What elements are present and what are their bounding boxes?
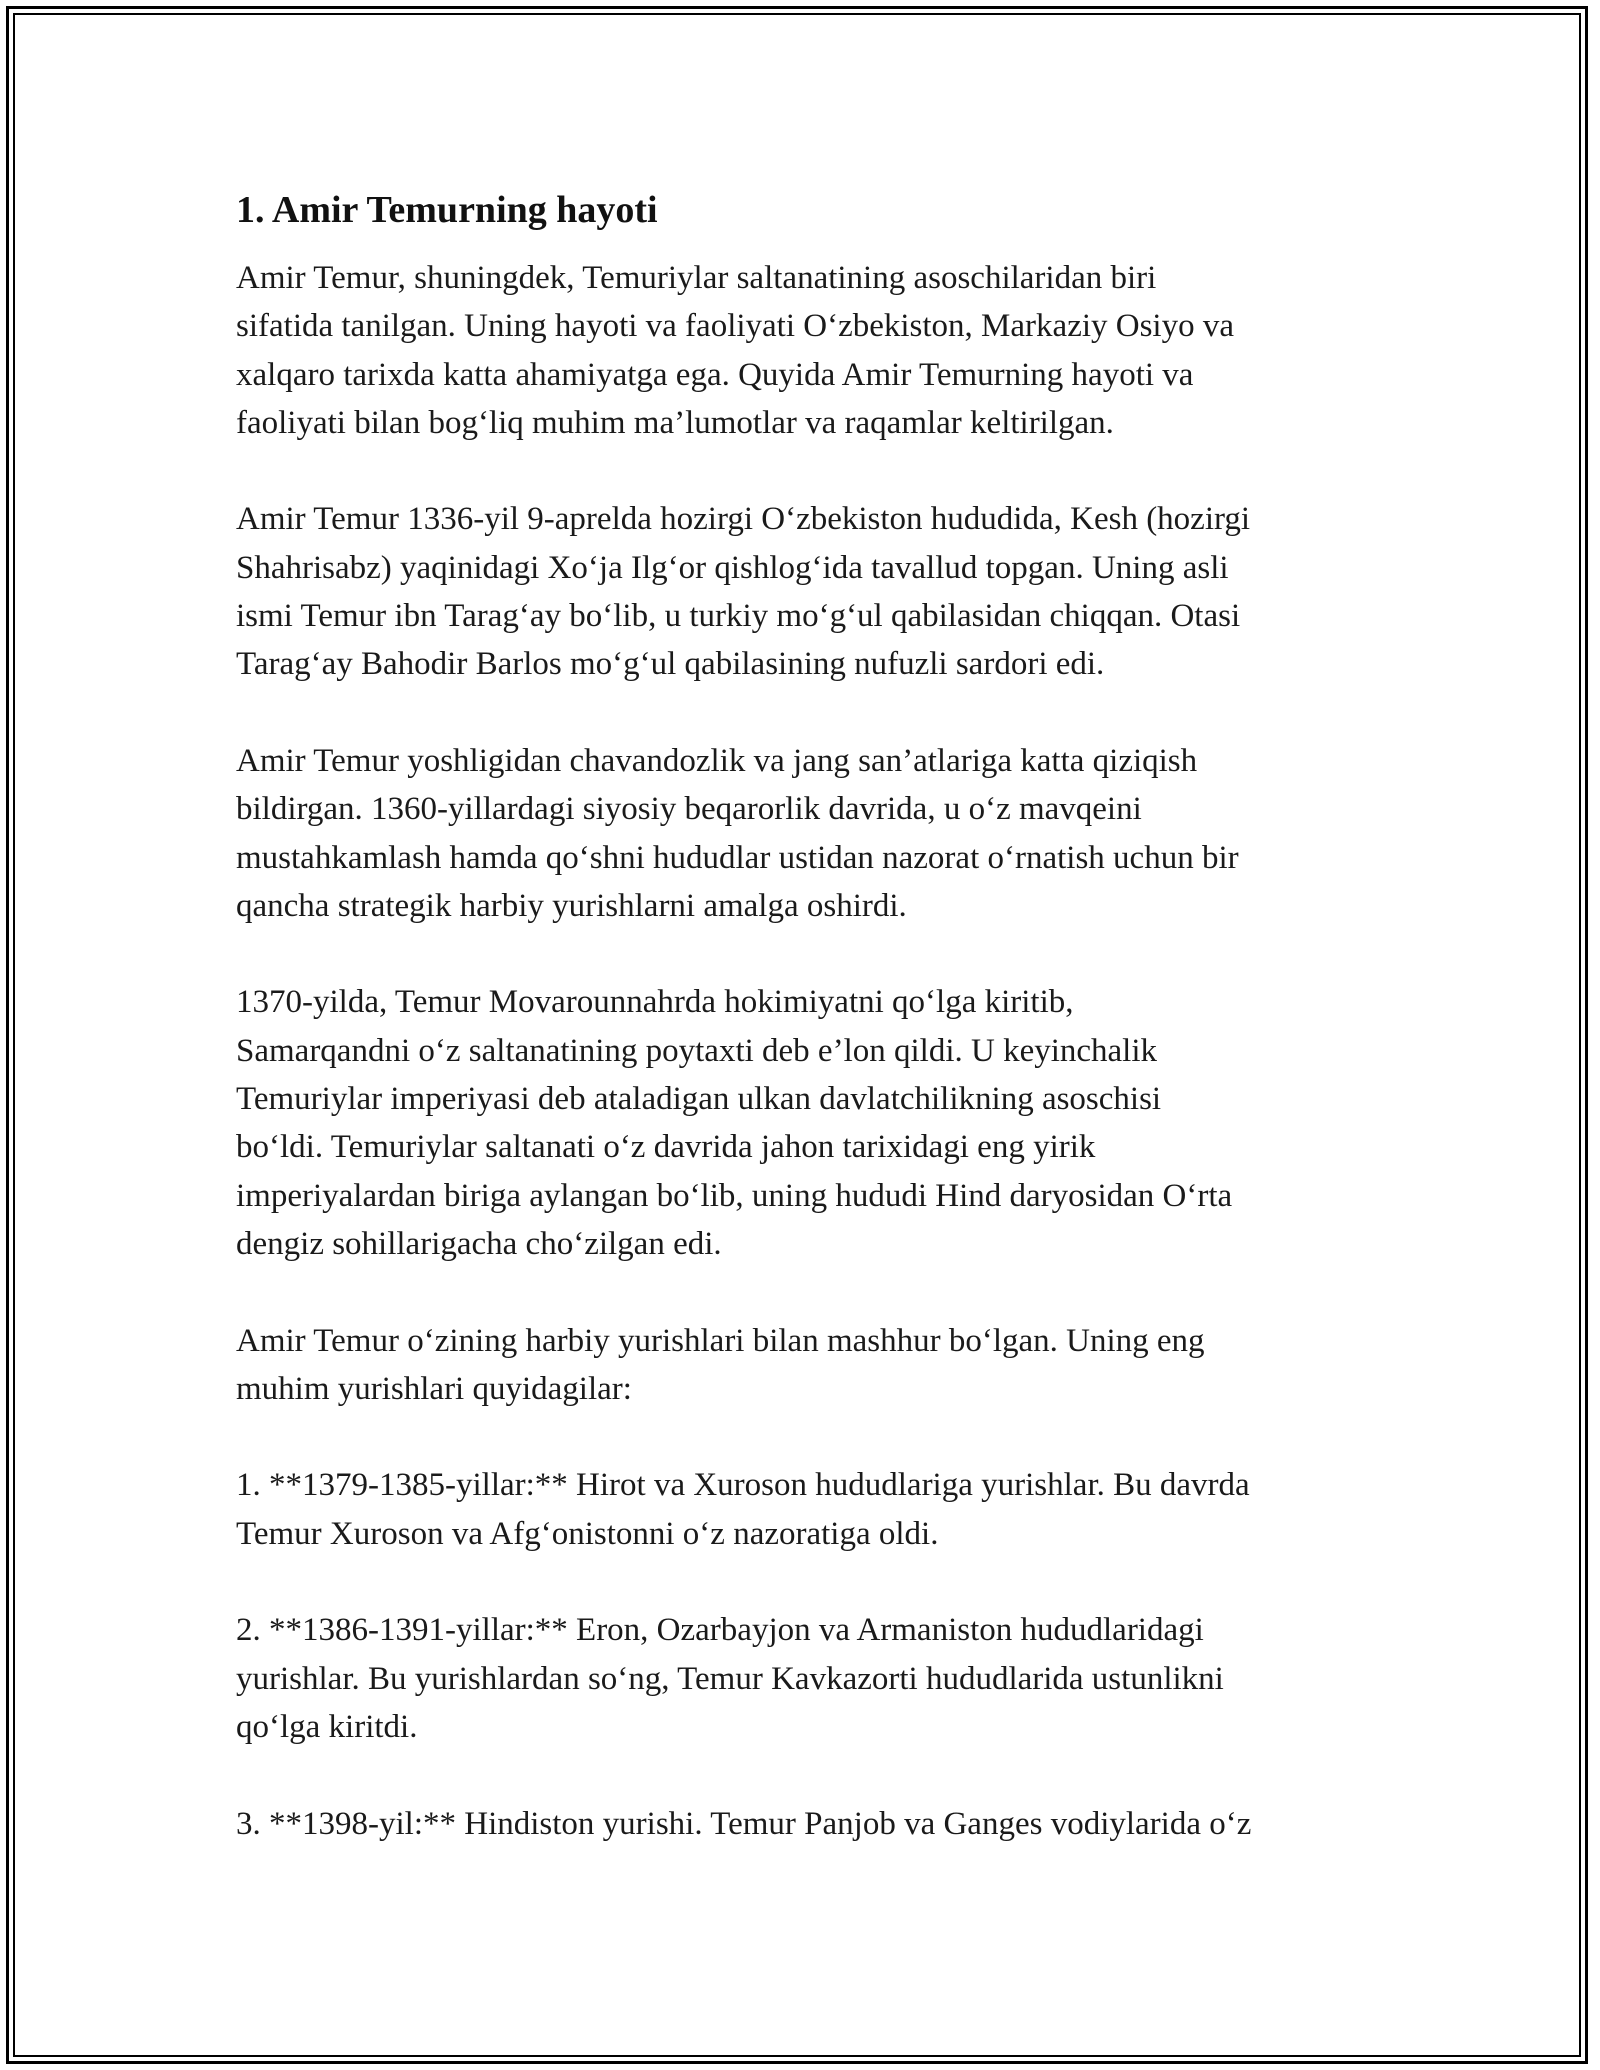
paragraph-empire: 1370-yilda, Temur Movarounnahrda hokimiyatni qo‘lga kiritib, Samarqandni o‘z saltanatining poytaxti deb e’lon qildi. U keyinchalik Temuriylar imperiyasi deb ataladigan ulkan davlatchilikning asoschisi bo‘ldi. Temuriylar saltanati o‘z davrida jahon tarixidagi eng yirik imperiyalardan biriga aylangan bo‘lib, uning hududi Hind daryosidan O‘rta dengiz sohillarigacha cho‘zilgan edi. bbox=[236, 984, 1233, 1262]
list-item-campaign-2: 2. **1386-1391-yillar:** Eron, Ozarbayjon va Armaniston hududlaridagi yurishlar. Bu yurishlardan so‘ng, Temur Kavkazorti hududlarida ustunlikni qo‘lga kiritdi. bbox=[236, 1612, 1224, 1745]
paragraph-youth: Amir Temur yoshligidan chavandozlik va jang san’atlariga katta qiziqish bildirgan. 1360-yillardagi siyosiy beqarorlik davrida, u o‘z mavqeini mustahkamlash hamda qo‘shni hududlar ustidan nazorat o‘rnatish uchun bir qancha strategik harbiy yurishlarni amalga oshirdi. bbox=[236, 742, 1239, 924]
section-heading: 1. Amir Temurning hayoti bbox=[236, 189, 658, 231]
paragraph-intro: Amir Temur, shuningdek, Temuriylar saltanatining asoschilaridan biri sifatida tanilgan. Uning hayoti va faoliyati O‘zbekiston, Markaziy Osiyo va xalqaro tarixda katta ahamiyatga ega. Quyida Amir Temurning hayoti va faoliyati bilan bog‘liq muhim ma’lumotlar va raqamlar keltirilgan. bbox=[236, 260, 1234, 441]
list-item-campaign-1: 1. **1379-1385-yillar:** Hirot va Xuroson hududlariga yurishlar. Bu davrda Temur Xuroson va Afg‘onistonni o‘z nazoratiga oldi. bbox=[236, 1467, 1250, 1552]
list-item-campaign-3: 3. **1398-yil:** Hindiston yurishi. Temur Panjob va Ganges vodiylarida o‘z bbox=[236, 1805, 1252, 1842]
paragraph-campaigns-intro: Amir Temur o‘zining harbiy yurishlari bilan mashhur bo‘lgan. Uning eng muhim yurishlari quyidagilar: bbox=[236, 1322, 1205, 1407]
document-body bbox=[236, 186, 1376, 1896]
paragraph-birth: Amir Temur 1336-yil 9-aprelda hozirgi O‘zbekiston hududida, Kesh (hozirgi Shahrisabz) yaqinidagi Xo‘ja Ilg‘or qishlog‘ida tavallud topgan. Uning asli ismi Temur ibn Tarag‘ay bo‘lib, u turkiy mo‘g‘ul qabilasidan chiqqan. Otasi Tarag‘ay Bahodir Barlos mo‘g‘ul qabilasining nufuzli sardori edi. bbox=[236, 501, 1251, 683]
